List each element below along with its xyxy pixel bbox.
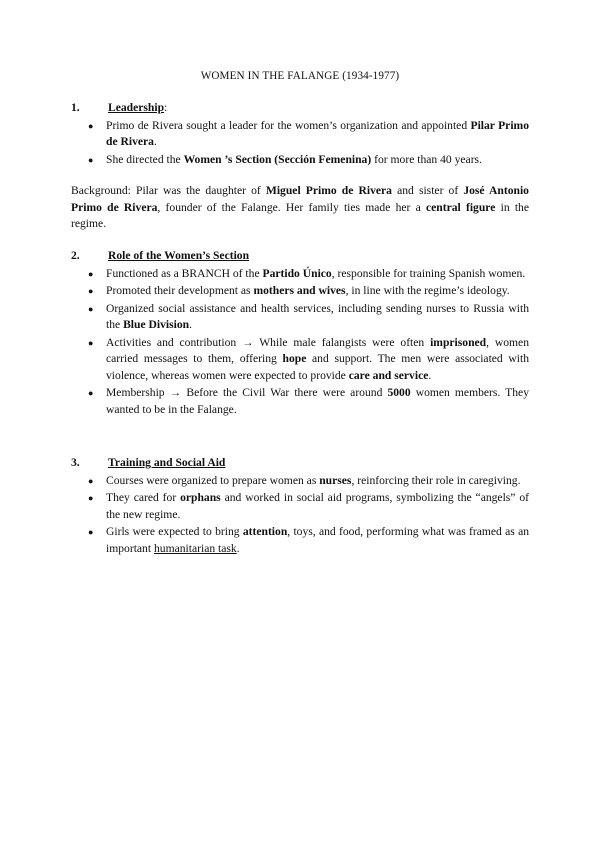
text-run: , reinforcing their role in caregiving.: [351, 473, 521, 487]
list-item: [71, 335, 529, 385]
bold-text: care and service: [348, 368, 429, 382]
section-heading: [71, 248, 529, 265]
bullet-icon: ●: [88, 388, 94, 398]
bullet-icon: ●: [88, 303, 94, 314]
text-run: and worked in social aid programs, symbolizing the “angels” of the new regime.: [106, 491, 529, 521]
bold-text: José Antonio Primo de Rivera: [71, 184, 529, 214]
section-title: Training and Social Aid: [108, 456, 226, 469]
bullet-icon: ●: [88, 527, 94, 537]
section-heading: [71, 100, 529, 117]
bullet-icon: ●: [88, 120, 94, 131]
bold-text: mothers and wives: [253, 284, 346, 297]
section-number: 3.: [71, 456, 80, 469]
section-number: 2.: [71, 249, 80, 262]
text-run: , in line with the regime’s ideology.: [345, 284, 510, 297]
bullet-icon: ●: [88, 154, 94, 165]
list-item: [71, 152, 529, 169]
bold-text: nurses: [319, 473, 352, 487]
bold-text: Women ’s Section (Sección Femenina): [183, 152, 372, 166]
text-run: Functioned as a BRANCH of the: [106, 266, 263, 280]
bold-text: imprisoned: [430, 335, 487, 349]
page-title: WOMEN IN THE FALANGE (1934-1977): [200, 70, 400, 82]
section-heading: [71, 455, 529, 472]
bold-text: Miguel Primo de Rivera: [265, 184, 392, 197]
section-role: [71, 248, 529, 418]
section-training: [71, 455, 529, 557]
bullet-list: [71, 473, 529, 558]
text-run: , toys, and food, performing what was framed as an important: [106, 525, 530, 555]
text-run: Promoted their development as: [106, 284, 254, 297]
bullet-list: [71, 118, 529, 169]
text-run: Background: Pilar was the daughter of: [71, 184, 266, 197]
text-run: for more than 40 years.: [371, 152, 482, 166]
text-run: Organized social assistance and health services, including sending nurses to Russia with the: [106, 301, 529, 331]
text-run: women members. They wanted to be in the Falange.: [106, 386, 529, 416]
text-run: Primo de Rivera sought a leader for the women’s organization and appointed: [106, 118, 471, 132]
underlined-text: humanitarian task: [153, 541, 237, 555]
text-run: They cared for: [106, 491, 181, 504]
text-run: Courses were organized to prepare women as: [106, 473, 320, 487]
heading-colon: :: [164, 101, 168, 114]
bold-text: orphans: [180, 491, 221, 504]
bold-text: Partido Único: [262, 266, 332, 280]
background-text: [71, 183, 529, 233]
bullet-list: [71, 266, 529, 419]
text-run: , responsible for training Spanish women.: [331, 266, 526, 280]
text-run: and support. The men were associated with violence, whereas women were expected to provide: [106, 352, 530, 382]
text-run: Girls were expected to bring: [106, 525, 243, 538]
section-number: 1.: [71, 101, 80, 114]
text-run: Membership → Before the Civil War there were around: [106, 386, 388, 399]
bold-text: central figure: [425, 200, 496, 214]
bold-text: attention: [242, 525, 288, 538]
bullet-icon: ●: [88, 475, 94, 486]
text-run: .: [236, 541, 240, 555]
bullet-icon: ●: [88, 337, 94, 348]
text-run: .: [189, 318, 193, 331]
section-title: Leadership: [108, 101, 165, 114]
text-run: in the regime.: [71, 200, 529, 230]
bullet-icon: ●: [88, 268, 94, 279]
section-leadership: [71, 100, 529, 168]
list-item: [71, 266, 529, 283]
bold-text: Blue Division: [123, 318, 190, 331]
bold-text: 5000: [387, 386, 411, 399]
list-item: [71, 385, 529, 418]
bold-text: hope: [282, 352, 307, 365]
text-run: .: [153, 135, 157, 148]
text-run: , founder of the Falange. Her family ties made her a: [157, 200, 426, 214]
list-item: [71, 490, 529, 523]
text-run: She directed the: [106, 152, 184, 166]
list-item: [71, 524, 529, 557]
section-title: Role of the Women’s Section: [108, 249, 250, 262]
text-run: Activities and contribution → While male falangists were often: [106, 335, 431, 349]
list-item: [71, 473, 529, 490]
list-item: [71, 118, 529, 151]
bullet-icon: ●: [88, 286, 94, 296]
background-paragraph: [71, 183, 529, 233]
list-item: [71, 283, 529, 300]
bullet-icon: ●: [88, 493, 94, 503]
text-run: .: [428, 368, 432, 382]
list-item: [71, 301, 529, 334]
text-run: and sister of: [391, 184, 464, 197]
text-run: , women carried messages to them, offering: [106, 335, 529, 365]
bold-text: Pilar Primo de Rivera: [106, 118, 529, 148]
